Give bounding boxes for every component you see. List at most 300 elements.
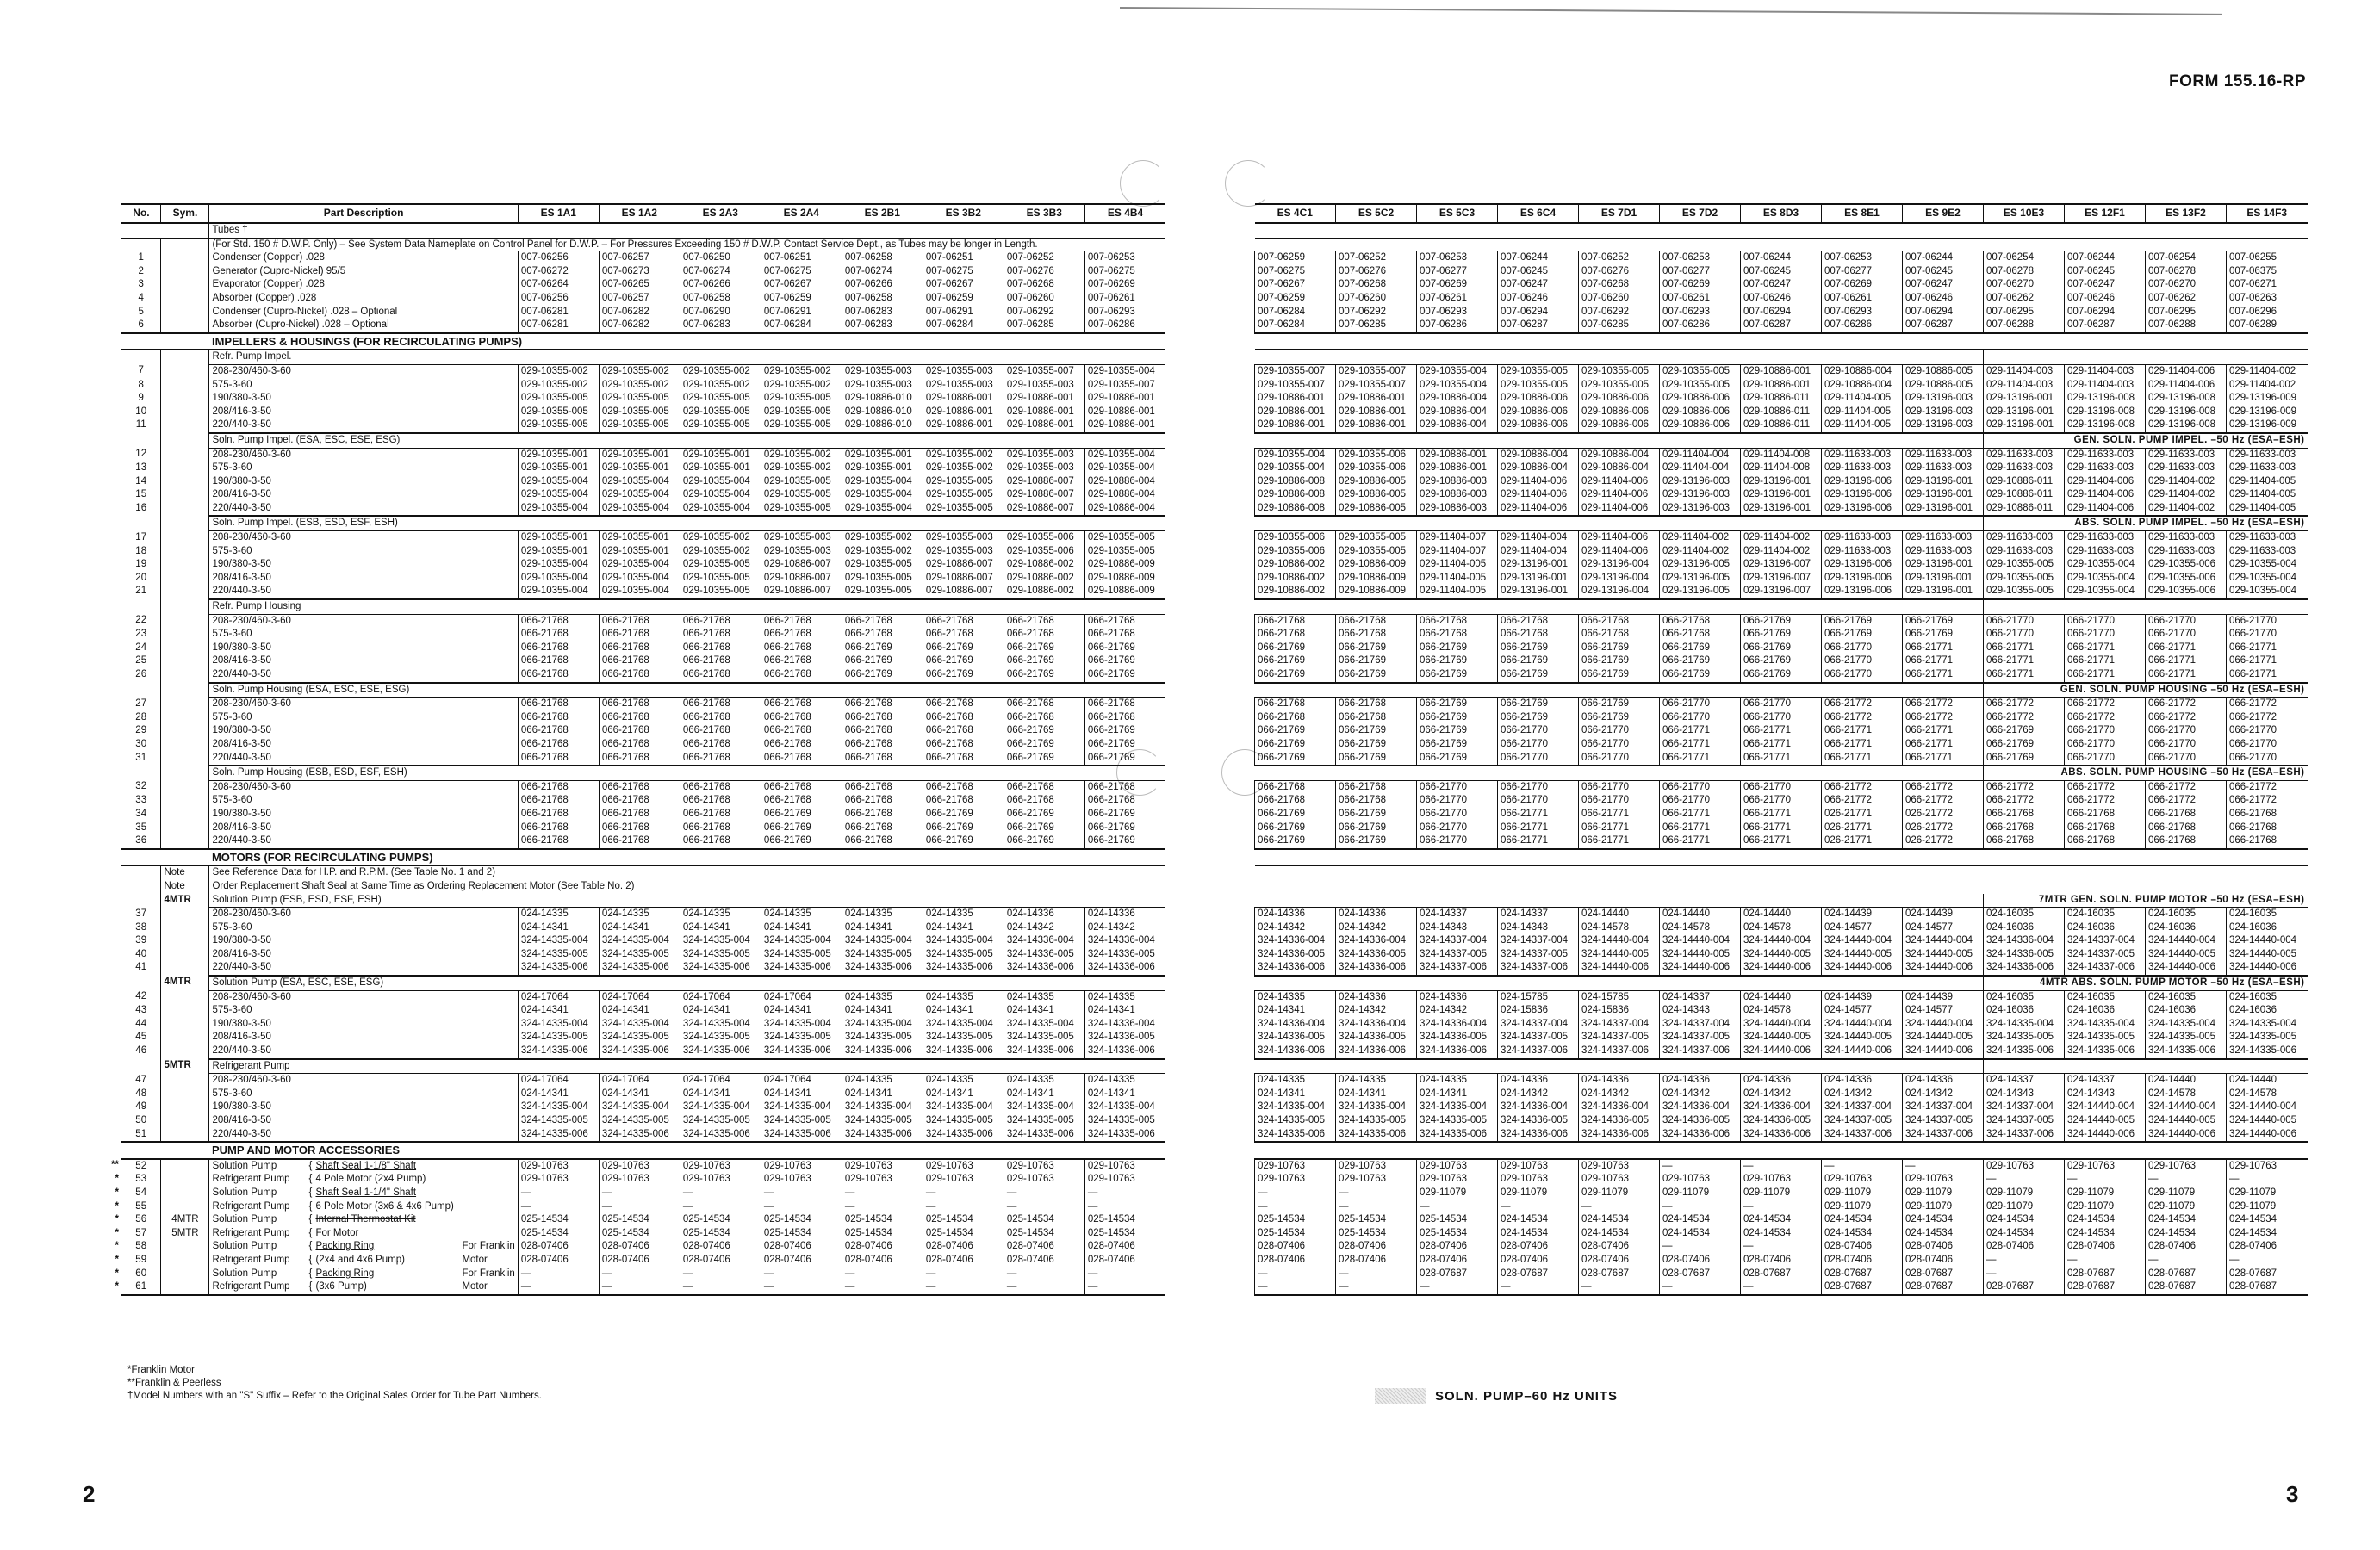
symbol [161,392,209,406]
part-number-cell: 066-21770 [1984,628,2065,642]
part-number-cell: 007-06261 [1660,292,1741,306]
spacer [109,251,121,265]
part-number-cell: 324-14335-005 [2146,1031,2227,1045]
part-number-cell: 024-16036 [2146,921,2227,935]
pump-type: Refrigerant Pump [212,1254,290,1265]
table-row [1255,462,2308,475]
part-number-cell: 007-06269 [1084,278,1165,292]
part-number-cell: 024-14534 [1741,1213,1822,1227]
part-number-cell: 024-14335 [1417,1074,1498,1088]
part-number-cell: 066-21768 [680,614,761,628]
symbol [161,1268,209,1281]
part-number-cell: 029-10355-003 [923,545,1004,559]
spacer [109,1004,121,1018]
spacer [109,223,121,238]
table-row [1255,834,2308,849]
table-row [109,628,1165,642]
section-title-row [109,1142,1165,1159]
part-number-cell: 028-07687 [1417,1268,1498,1281]
part-number-cell: 324-14335-006 [761,961,842,976]
brace: { [308,1241,313,1252]
part-number-cell: 025-14534 [923,1227,1004,1241]
table-row [109,406,1165,419]
part-number-cell: 324-14335-004 [2146,1018,2227,1032]
part-number-cell: 007-06291 [761,306,842,319]
part-number-cell: 007-06266 [842,278,923,292]
part-number-cell: 029-11633-003 [1822,448,1903,462]
spacer [109,738,121,752]
part-number-cell: 066-21769 [1336,724,1417,738]
legend-swatch [1375,1388,1426,1404]
spacer [109,948,121,962]
part-number-cell: 007-06282 [599,306,680,319]
part-number-cell: 066-21768 [599,808,680,822]
part-number-cell: 066-21771 [1660,834,1741,849]
part-number-cell: 324-14335-004 [1255,1100,1336,1114]
symbol [161,921,209,935]
part-number-cell: 066-21769 [1084,642,1165,655]
symbol [161,614,209,628]
part-number-cell: 066-21768 [923,614,1004,628]
spacer [109,572,121,586]
part-number-cell: 007-06257 [599,251,680,265]
spacer [109,306,121,319]
part-number-cell: 324-14335-006 [518,1128,599,1143]
part-number-cell: 324-14335-006 [680,1128,761,1143]
accessory-item: (3x6 Pump) [315,1281,367,1293]
part-number-cell: 324-14336-004 [1984,934,2065,948]
part-number-cell: 029-10355-002 [680,531,761,545]
legend [1375,1388,1618,1404]
spacer [1255,976,1984,990]
part-number-cell: 066-21768 [842,752,923,766]
spacer [109,433,121,448]
table-row [109,642,1165,655]
part-number-cell: 024-14534 [1822,1227,1903,1241]
part-number-cell: 029-13196-001 [1984,418,2065,433]
part-number-cell: 007-06283 [842,319,923,333]
part-number-cell: 024-14440 [2146,1074,2227,1088]
group-heading-row [1255,433,2308,448]
row-number: 20 [135,572,147,583]
part-number-cell: 029-10886-004 [1417,392,1498,406]
part-number-cell: 029-10886-009 [1084,585,1165,599]
part-number-cell: 066-21769 [923,642,1004,655]
part-number-cell: — [842,1280,923,1295]
part-number-cell: 029-10355-005 [1579,379,1660,393]
part-number-cell: 066-21772 [1822,794,1903,808]
accessory-row [1255,1254,2308,1268]
part-number-cell: 066-21768 [842,780,923,794]
part-number-cell: 066-21769 [1336,822,1417,835]
table-row [1255,379,2308,393]
symbol [161,502,209,517]
part-description: 575-3-60 [209,1088,518,1101]
part-number-cell: 066-21771 [2065,654,2146,668]
part-number-cell: 324-14335-004 [2227,1018,2308,1032]
symbol [161,752,209,766]
part-description: 190/380-3-50 [209,475,518,489]
part-number-cell: 066-21771 [1903,654,1984,668]
part-number-cell: 324-14335-004 [2065,1018,2146,1032]
note-text: See Reference Data for H.P. and R.P.M. (See Table No. 1 and 2) [209,865,1165,880]
symbol [161,292,209,306]
part-number-cell: 029-10886-007 [1004,488,1084,502]
part-number-cell: 029-13196-001 [1498,585,1579,599]
part-description [209,1173,518,1187]
symbol [161,683,209,698]
part-number-cell: 029-10355-002 [518,364,599,378]
part-number-cell: 029-13196-008 [2146,418,2227,433]
part-number-cell: 066-21768 [599,794,680,808]
part-number-cell: 066-21768 [518,628,599,642]
part-number-cell: 066-21768 [1417,614,1498,628]
pump-type: Refrigerant Pump [212,1200,290,1212]
spacer [109,475,121,489]
part-number-cell: 029-11404-006 [1579,475,1660,489]
symbol [161,1128,209,1143]
note-row [1255,865,2308,880]
part-number-cell: 066-21770 [2065,614,2146,628]
part-number-cell: 007-06287 [1741,319,1822,333]
part-number-cell: — [599,1187,680,1200]
part-description: Absorber (Copper) .028 [209,292,518,306]
part-number-cell: 029-13196-003 [1903,418,1984,433]
part-number-cell: 029-13196-001 [1498,572,1579,586]
part-number-cell: 066-21769 [1417,668,1498,683]
part-number-cell: 066-21771 [1822,738,1903,752]
table-row [1255,1074,2308,1088]
part-number-cell: 007-06294 [2065,306,2146,319]
table-row [109,752,1165,766]
part-number-cell: 007-06254 [1984,251,2065,265]
part-number-cell: 007-06270 [2146,278,2227,292]
part-number-cell: 028-07406 [1579,1240,1660,1254]
part-number-cell: 029-11404-003 [1984,364,2065,378]
part-number-cell: 029-10886-001 [1417,448,1498,462]
part-number-cell: — [2227,1173,2308,1187]
part-number-cell: 324-14335-005 [761,1031,842,1045]
part-number-cell: 029-10763 [1417,1159,1498,1174]
model-column-header: ES 9E2 [1903,204,1984,223]
part-number-cell: 024-15836 [1579,1004,1660,1018]
part-number-cell: 029-10763 [1660,1173,1741,1187]
spacer [109,1142,121,1159]
part-number-cell: 029-10886-008 [1255,502,1336,517]
part-number-cell: 066-21769 [1255,642,1336,655]
row-number: 51 [135,1128,147,1139]
part-number-cell: 324-14336-004 [1084,1018,1165,1032]
part-number-cell: 029-13196-006 [1822,475,1903,489]
part-number-cell: 029-10355-005 [599,406,680,419]
row-number [121,865,161,880]
symbol [161,934,209,948]
part-number-cell: 066-21771 [1741,834,1822,849]
part-number-cell: 066-21768 [761,654,842,668]
accessory-row [1255,1227,2308,1241]
brace: { [308,1160,313,1171]
part-number-cell: — [680,1200,761,1214]
spacer [1255,238,2308,251]
table-row [1255,1004,2308,1018]
part-number-cell: 029-10355-007 [1255,379,1336,393]
part-number-cell: 028-07406 [1255,1240,1336,1254]
part-number-cell: 029-10355-005 [680,392,761,406]
part-number-cell: 029-10886-004 [1579,448,1660,462]
part-description: 208-230/460-3-60 [209,531,518,545]
part-number-cell: 066-21769 [1255,752,1336,766]
part-number-cell: 029-10355-005 [842,585,923,599]
part-description: 208-230/460-3-60 [209,1074,518,1088]
part-number-cell: — [1579,1200,1660,1214]
part-number-cell: 007-06259 [923,292,1004,306]
row-number: 16 [135,502,147,513]
part-number-cell: 324-14440-006 [2227,1128,2308,1143]
part-number-cell: 066-21770 [1579,724,1660,738]
symbol [161,628,209,642]
part-number-cell: 066-21770 [1498,794,1579,808]
part-number-cell: 007-06375 [2227,265,2308,279]
part-description: 208/416-3-50 [209,654,518,668]
part-number-cell: 324-14337-005 [1822,1114,1903,1128]
part-number-cell: 029-10886-005 [1336,488,1417,502]
part-number-cell: 029-13196-003 [1903,392,1984,406]
part-number-cell: 029-10886-008 [1255,475,1336,489]
fifty-hz-note [1984,350,2308,364]
part-description: Condenser (Cupro-Nickel) .028 – Optional [209,306,518,319]
part-number-cell: 029-10886-009 [1084,558,1165,572]
part-number-cell: 029-10886-007 [1004,502,1084,517]
spacer [109,894,121,908]
part-number-cell: 029-10763 [1498,1159,1579,1174]
row-number: 42 [135,991,147,1002]
part-number-cell: 066-21770 [1822,654,1903,668]
part-number-cell: 024-14440 [1741,990,1822,1004]
part-number-cell: 029-10886-004 [1084,502,1165,517]
part-number-cell: 028-07406 [1984,1240,2065,1254]
part-number-cell: 024-14341 [842,1004,923,1018]
part-number-cell: 029-11633-003 [2146,531,2227,545]
part-number-cell: 066-21768 [761,752,842,766]
part-number-cell: 029-11404-004 [1660,462,1741,475]
part-number-cell: 029-10763 [680,1173,761,1187]
part-number-cell: 066-21769 [842,654,923,668]
brace: { [308,1200,313,1212]
row-number: 33 [135,795,147,806]
part-number-cell: 029-10886-001 [1004,392,1084,406]
part-number-cell: 324-14335-005 [599,1031,680,1045]
pump-type: Refrigerant Pump [212,1281,290,1293]
part-number-cell: 029-11404-006 [2065,475,2146,489]
part-number-cell: 324-14335-005 [1084,1114,1165,1128]
part-number-cell: 029-10886-004 [1579,462,1660,475]
part-number-cell: 007-06285 [1004,319,1084,333]
part-number-cell: 029-11079 [2227,1187,2308,1200]
part-number-cell: 007-06275 [761,265,842,279]
part-number-cell: 066-21769 [1004,752,1084,766]
part-number-cell: 066-21770 [1579,794,1660,808]
part-number-cell: 029-11633-003 [2065,462,2146,475]
model-column-header: ES 13F2 [2146,204,2227,223]
part-number-cell: 324-14337-004 [2065,934,2146,948]
table-row [1255,448,2308,462]
part-number-cell: 066-21769 [1741,668,1822,683]
part-number-cell: 029-10355-004 [2065,585,2146,599]
part-number-cell: 066-21769 [923,822,1004,835]
part-number-cell: 028-07406 [599,1254,680,1268]
part-number-cell: 025-14534 [599,1213,680,1227]
part-number-cell: 324-14440-004 [1822,1018,1903,1032]
part-number-cell: 066-21768 [1084,794,1165,808]
part-number-cell: 029-10886-001 [1255,406,1336,419]
section-title: Tubes † [209,223,1165,238]
part-number-cell: 029-11633-003 [1903,531,1984,545]
part-number-cell: 066-21770 [1417,808,1498,822]
part-number-cell: 007-06278 [1984,265,2065,279]
part-number-cell: 029-13196-001 [1741,488,1822,502]
footnote-mark: ** [111,1159,119,1170]
part-number-cell: 029-11404-003 [2065,364,2146,378]
part-number-cell: 029-11633-003 [1903,462,1984,475]
part-number-cell: 029-11633-003 [1903,448,1984,462]
part-description [209,1254,518,1268]
part-number-cell: 029-11404-007 [1417,545,1498,559]
spacer [1255,223,2308,238]
row-number: 34 [135,808,147,819]
part-number-cell: 007-06246 [1903,292,1984,306]
part-number-cell: 029-13196-001 [1741,502,1822,517]
row-number: 61 [121,1280,161,1295]
part-number-cell: 024-14337 [2065,1074,2146,1088]
accessory-row [1255,1187,2308,1200]
accessory-row [109,1187,1165,1200]
row-number [121,238,161,251]
part-number-cell: 066-21769 [1579,711,1660,725]
part-number-cell: — [1004,1268,1084,1281]
part-number-cell: 324-14337-004 [1984,1100,2065,1114]
part-number-cell: 007-06285 [1579,319,1660,333]
row-number: 6 [138,319,144,331]
symbol: 4MTR [161,976,209,990]
symbol [161,698,209,711]
table-row [109,1114,1165,1128]
table-row [109,292,1165,306]
symbol [161,1240,209,1254]
part-number-cell: 007-06253 [1084,251,1165,265]
part-number-cell: 029-11404-005 [2227,502,2308,517]
part-description: 575-3-60 [209,794,518,808]
pump-type: Solution Pump [212,1214,277,1225]
part-number-cell: 024-14336 [1741,1074,1822,1088]
part-number-cell: 029-10355-004 [2065,558,2146,572]
part-number-cell: 066-21768 [680,822,761,835]
part-number-cell: 066-21771 [1741,738,1822,752]
part-number-cell: 029-10763 [1903,1173,1984,1187]
part-number-cell: — [1255,1200,1336,1214]
part-number-cell: 024-14337 [1984,1074,2065,1088]
table-row [1255,1045,2308,1059]
part-number-cell: 007-06274 [842,265,923,279]
part-number-cell: 029-10355-005 [761,406,842,419]
part-number-cell: 029-11404-007 [1417,531,1498,545]
group-heading-row [1255,238,2308,251]
part-number-cell: 024-14341 [518,921,599,935]
part-number-cell: 028-07687 [2065,1280,2146,1295]
part-number-cell: 029-11404-005 [1417,585,1498,599]
part-number-cell: 029-11079 [1417,1187,1498,1200]
part-number-cell: 066-21768 [680,628,761,642]
part-number-cell: 324-14337-004 [1579,1018,1660,1032]
part-number-cell: 066-21768 [518,724,599,738]
group-heading: Soln. Pump Housing (ESB, ESD, ESF, ESH) [209,766,1165,780]
part-number-cell: 024-16036 [1984,1004,2065,1018]
model-column-header: ES 8E1 [1822,204,1903,223]
part-number-cell: — [1084,1187,1165,1200]
part-number-cell: 324-14337-005 [1417,948,1498,962]
part-number-cell: 029-11633-003 [2065,545,2146,559]
group-heading: Refr. Pump Impel. [209,350,1165,364]
spacer [109,406,121,419]
part-number-cell: 066-21769 [1498,698,1579,711]
part-number-cell: 066-21769 [1498,711,1579,725]
part-number-cell: 029-10355-005 [1984,558,2065,572]
accessory-row [1255,1280,2308,1295]
part-number-cell: 066-21768 [1255,794,1336,808]
part-description [209,1240,518,1254]
part-number-cell: 324-14337-005 [1579,1031,1660,1045]
part-number-cell: 066-21770 [1579,752,1660,766]
part-number-cell: 029-11404-002 [1660,545,1741,559]
part-number-cell: 025-14534 [761,1213,842,1227]
part-number-cell: 029-13196-004 [1579,585,1660,599]
part-number-cell: 324-14440-006 [1741,1045,1822,1059]
part-number-cell: 025-14534 [1084,1227,1165,1241]
table-row [109,908,1165,921]
spacer [121,333,161,350]
part-number-cell: 029-10355-005 [680,558,761,572]
part-number-cell: 029-13196-003 [1903,406,1984,419]
part-number-cell: 066-21769 [1255,808,1336,822]
part-number-cell: — [2227,1254,2308,1268]
accessory-row [109,1240,1165,1254]
part-number-cell: 029-11404-002 [2227,379,2308,393]
part-number-cell: 066-21769 [1417,752,1498,766]
symbol [161,1100,209,1114]
part-number-cell: 024-17064 [761,990,842,1004]
part-number-cell: 066-21771 [1741,752,1822,766]
spacer [109,1114,121,1128]
part-number-cell: — [1741,1240,1822,1254]
table-row [1255,251,2308,265]
row-number: 15 [135,489,147,500]
part-number-cell: 029-10763 [518,1173,599,1187]
part-number-cell: 024-14341 [599,1088,680,1101]
part-number-cell: 025-14534 [599,1227,680,1241]
part-number-cell: 029-10763 [1417,1173,1498,1187]
part-number-cell: 007-06250 [680,251,761,265]
row-number: 45 [135,1032,147,1043]
table-row [1255,418,2308,433]
part-number-cell: 029-13196-006 [1822,488,1903,502]
spacer [109,392,121,406]
part-number-cell: 324-14440-006 [1822,961,1903,976]
spacer [109,1031,121,1045]
row-number: 43 [135,1005,147,1016]
part-number-cell: 024-14341 [1417,1088,1498,1101]
part-number-cell: 024-14341 [1084,1004,1165,1018]
part-number-cell: 028-07687 [1984,1280,2065,1295]
part-number-cell: 028-07687 [1903,1268,1984,1281]
